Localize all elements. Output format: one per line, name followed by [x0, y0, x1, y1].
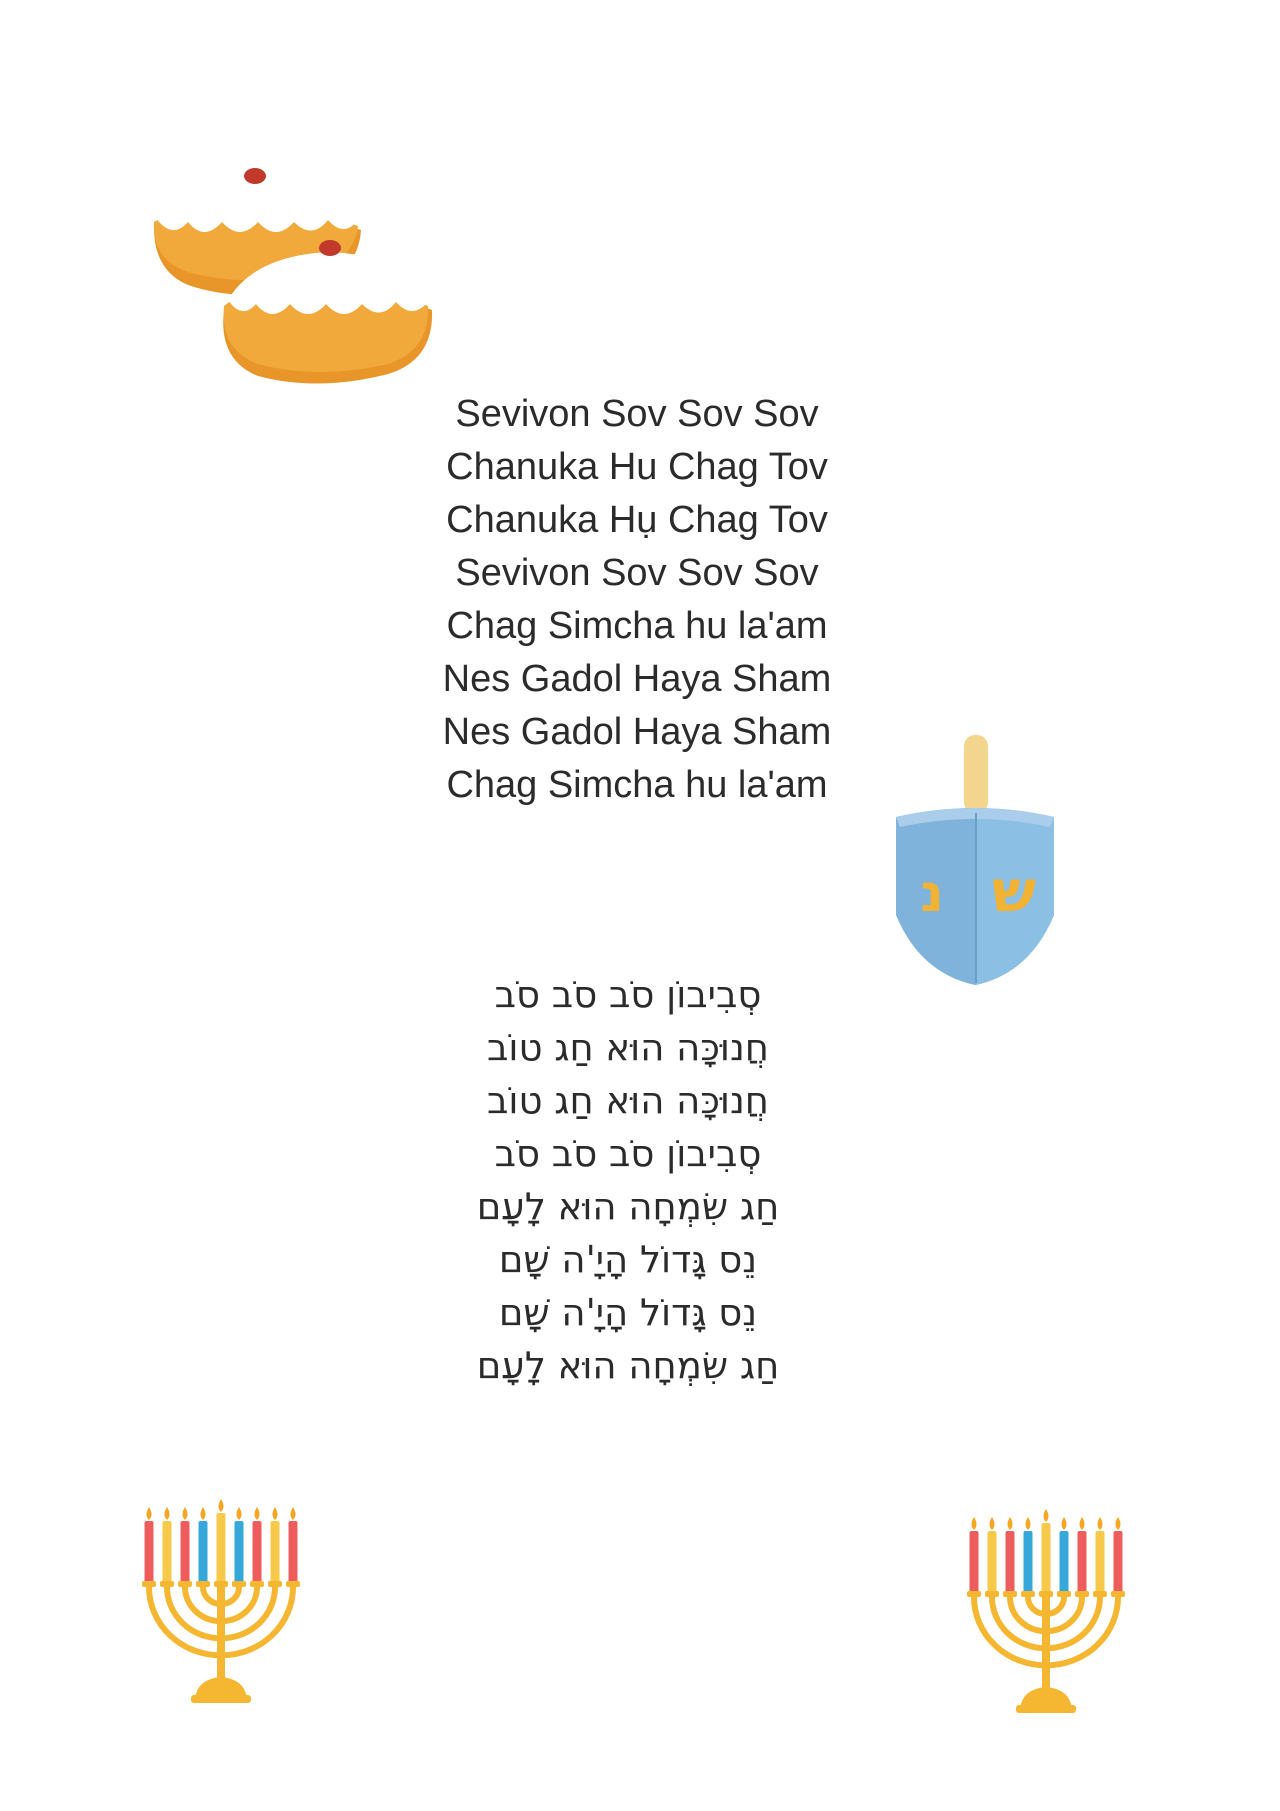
lyric-line: Chanuka Hu Chag Tov	[446, 446, 828, 488]
dreidel-letter-nun: נ	[920, 864, 944, 924]
candle	[1060, 1531, 1069, 1593]
flame	[219, 1499, 224, 1512]
lyric-line: חֲנוּכָּה הוּא חַג טוֹב	[487, 1079, 769, 1122]
lyric-line: חַג שִׂמְחָה הוּא לָעָם	[476, 1344, 780, 1387]
flame	[147, 1507, 152, 1520]
dreidel-icon	[890, 735, 1060, 990]
candle	[163, 1521, 172, 1583]
dreidel-letter-shin: ש	[992, 857, 1036, 925]
lyric-line: נֵס גָּדוֹל הָיָ'ה שָׁם	[498, 1238, 758, 1281]
lyric-line: נֵס גָּדוֹל הָיָ'ה שָׁם	[498, 1291, 758, 1334]
flame	[1116, 1517, 1121, 1530]
candle	[199, 1521, 208, 1583]
lyric-line: חַג שִׂמְחָה הוּא לָעָם	[476, 1185, 780, 1228]
sufganiyot-icon	[148, 160, 438, 390]
candle	[289, 1521, 298, 1583]
english-lyrics	[0, 388, 1277, 812]
candle	[1006, 1531, 1015, 1593]
lyric-line: Sevivon Sov Sov Sov	[455, 393, 819, 435]
lyric-line: Nes Gadol Haya Sham	[442, 711, 832, 753]
lyric-line: סְבִיבוֹן סֹב סֹב סֹב	[494, 973, 762, 1016]
candle	[1024, 1531, 1033, 1593]
flame	[1026, 1517, 1031, 1530]
candle	[1078, 1531, 1087, 1593]
candle	[271, 1521, 280, 1583]
candle	[145, 1521, 154, 1583]
flame	[1008, 1517, 1013, 1530]
candle	[970, 1531, 979, 1593]
flame	[990, 1517, 995, 1530]
lyric-line: חֲנוּכָּה הוּא חַג טוֹב	[487, 1026, 769, 1069]
candle	[1114, 1531, 1123, 1593]
lyric-line: Sevivon Sov Sov Sov	[455, 552, 819, 594]
flame	[1044, 1509, 1049, 1522]
flame	[1098, 1517, 1103, 1530]
candle	[217, 1513, 226, 1583]
menorah-icon	[135, 1495, 307, 1705]
flame	[165, 1507, 170, 1520]
flame	[1062, 1517, 1067, 1530]
lyric-line: Chag Simcha hu la'am	[446, 764, 828, 806]
flame	[255, 1507, 260, 1520]
candle	[1042, 1523, 1051, 1593]
candle	[1096, 1531, 1105, 1593]
lyric-line: סְבִיבוֹן סֹב סֹב סֹב	[494, 1132, 762, 1175]
flame	[237, 1507, 242, 1520]
lyric-line: Chanuka Hụ Chag Tov	[446, 499, 828, 541]
flame	[201, 1507, 206, 1520]
candle	[235, 1521, 244, 1583]
menorah-icon	[960, 1505, 1132, 1715]
candle	[988, 1531, 997, 1593]
lyric-line: Nes Gadol Haya Sham	[442, 658, 832, 700]
candle	[181, 1521, 190, 1583]
flame	[1080, 1517, 1085, 1530]
candle	[253, 1521, 262, 1583]
flame	[972, 1517, 977, 1530]
flame	[183, 1507, 188, 1520]
lyric-line: Chag Simcha hu la'am	[446, 605, 828, 647]
flame	[273, 1507, 278, 1520]
flame	[291, 1507, 296, 1520]
hebrew-lyrics	[0, 968, 1268, 1392]
